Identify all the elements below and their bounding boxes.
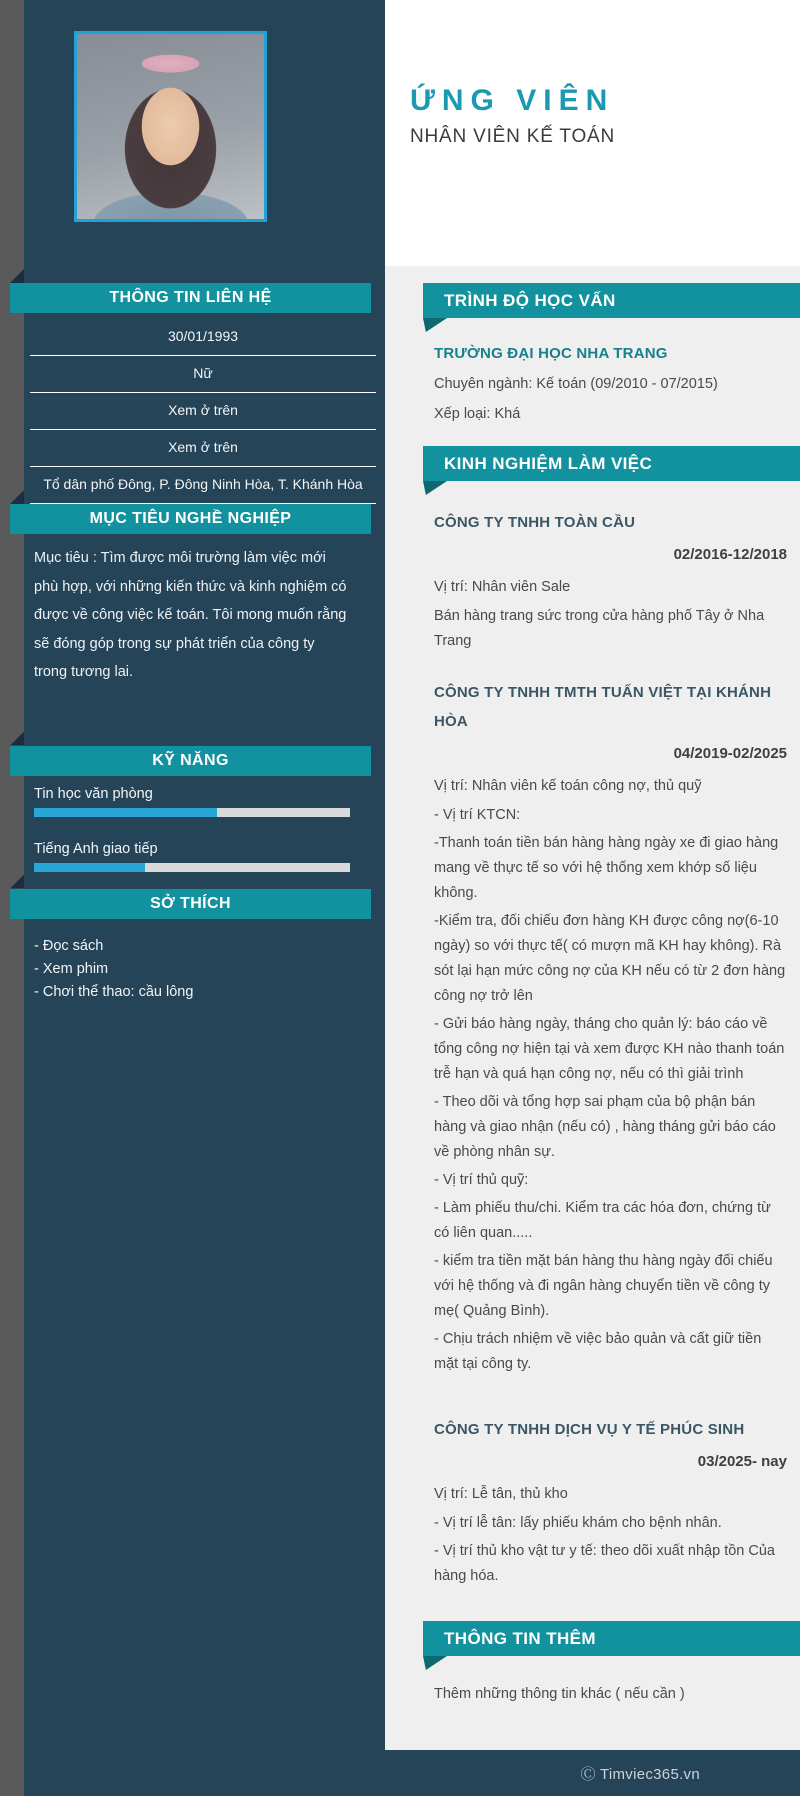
experience-section-header xyxy=(423,446,800,481)
experience-heading: KINH NGHIỆM LÀM VIỆC xyxy=(444,453,653,473)
ribbon-fold xyxy=(423,318,447,332)
objective-section-header xyxy=(10,504,371,534)
job-detail-line: -Thanh toán tiền bán hàng hàng ngày xe đi giao hàng mang về thực tế so với hệ thống xem khớp số liệu không. xyxy=(434,835,779,901)
hobbies-heading: SỞ THÍCH xyxy=(150,894,231,912)
education-heading: TRÌNH ĐỘ HỌC VẤN xyxy=(444,290,616,310)
employment-period: 03/2025- nay xyxy=(697,1453,787,1470)
hobby-list xyxy=(34,935,365,1004)
hobby-item: - Xem phim xyxy=(34,960,109,977)
candidate-photo xyxy=(74,31,267,222)
experience-entry xyxy=(434,508,787,654)
skill-progress-track xyxy=(34,863,350,872)
hobby-item: - Đọc sách xyxy=(34,937,104,954)
job-detail-line: - Vị trí KTCN: xyxy=(434,807,521,823)
hobbies-section-header xyxy=(10,889,371,919)
education-major: Chuyên ngành: Kế toán (09/2010 - 07/2015) xyxy=(434,376,718,392)
additional-info-note: Thêm những thông tin khác ( nếu cần ) xyxy=(434,1686,685,1702)
experience-entry xyxy=(434,1415,787,1589)
job-detail-line: Bán hàng trang sức trong cửa hàng phố Tây ở Nha Trang xyxy=(434,608,765,649)
employment-period: 02/2016-12/2018 xyxy=(673,546,787,563)
spacer xyxy=(24,872,385,889)
objective-heading: MỤC TIÊU NGHỀ NGHIỆP xyxy=(89,510,292,527)
skill-progress-fill xyxy=(34,808,217,817)
job-details xyxy=(434,1511,787,1589)
skill-progress-track xyxy=(34,808,350,817)
contact-section-header xyxy=(10,283,371,313)
education-grade: Xếp loại: Khá xyxy=(434,406,521,422)
skill-progress-fill xyxy=(34,863,145,872)
company-name: CÔNG TY TNHH DỊCH VỤ Y TẾ PHÚC SINH xyxy=(434,1421,745,1438)
contact-item-address: Tổ dân phố Đông, P. Đông Ninh Hòa, T. Khánh Hòa xyxy=(30,467,376,504)
job-position: Vị trí: Nhân viên kế toán công nợ, thủ quỹ xyxy=(434,778,702,794)
job-detail-line: - Theo dõi và tổng hợp sai phạm của bộ phận bán hàng và giao nhận (nếu có) , hàng tháng gửi báo cáo về phòng nhân sự. xyxy=(434,1094,776,1160)
company-name: CÔNG TY TNHH TOÀN CẦU xyxy=(434,514,636,531)
job-detail-line: - Vị trí thủ quỹ: xyxy=(434,1172,529,1188)
job-details xyxy=(434,803,787,1377)
skill-item xyxy=(34,786,350,817)
sidebar xyxy=(24,0,385,1750)
spacer xyxy=(24,687,385,746)
job-detail-line: - Vị trí thủ kho vật tư y tế: theo dõi xuất nhập tồn Của hàng hóa. xyxy=(434,1543,775,1584)
skill-label: Tiếng Anh giao tiếp xyxy=(34,840,158,857)
page-title: ỨNG VIÊN xyxy=(410,84,615,117)
job-detail-line: - kiểm tra tiền mặt bán hàng thu hàng ngày đối chiếu với hệ thống và đi ngân hàng chuyển tiền về công ty mẹ( Quảng Bình). xyxy=(434,1253,773,1319)
job-detail-line: - Vị trí lễ tân: lấy phiếu khám cho bệnh nhân. xyxy=(434,1515,722,1531)
contact-heading: THÔNG TIN LIÊN HỆ xyxy=(109,289,272,306)
education-section-header xyxy=(423,283,800,318)
job-detail-line: - Làm phiếu thu/chi. Kiểm tra các hóa đơn, chứng từ có liên quan..... xyxy=(434,1200,771,1241)
school-name: TRƯỜNG ĐẠI HỌC NHA TRANG xyxy=(434,345,668,362)
experience-entry xyxy=(434,678,787,1377)
company-name: CÔNG TY TNHH TMTH TUẤN VIỆT TẠI KHÁNH HÒA xyxy=(434,684,772,730)
page-subtitle: NHÂN VIÊN KẾ TOÁN xyxy=(410,126,616,147)
skills-heading: KỸ NĂNG xyxy=(152,751,229,769)
main-body xyxy=(385,266,800,1750)
additional-info-section-header xyxy=(423,1621,800,1656)
skills-section-header xyxy=(10,746,371,776)
cv-header xyxy=(385,0,800,266)
contact-item-gender: Nữ xyxy=(30,356,376,393)
job-detail-line: -Kiểm tra, đối chiếu đơn hàng KH được công nợ(6-10 ngày) so với thực tế( có mượn mã KH hay không). Rà sót lại hạn mức công nợ của KH nếu có từ 2 đơn hàng công nợ trở lên xyxy=(434,913,786,1004)
job-details xyxy=(434,604,787,654)
employment-period: 04/2019-02/2025 xyxy=(673,745,787,762)
job-detail-line: - Chịu trách nhiệm về việc bảo quản và cất giữ tiền mặt tại công ty. xyxy=(434,1331,762,1372)
site-credit: Ⓒ Timviec365.vn xyxy=(580,1765,700,1783)
contact-item-birthdate: 30/01/1993 xyxy=(30,319,376,356)
footer xyxy=(24,1750,800,1796)
job-detail-line: - Gửi báo hàng ngày, tháng cho quản lý: báo cáo về tổng công nợ hiện tại và xem được KH nào thanh toán trễ hạn và quá hạn công nợ, nếu có thì giải trình xyxy=(434,1016,785,1082)
main-column xyxy=(385,0,800,1750)
skill-item xyxy=(34,841,350,872)
contact-item-phone: Xem ở trên xyxy=(30,393,376,430)
spacer xyxy=(24,222,385,283)
job-position: Vị trí: Nhân viên Sale xyxy=(434,579,571,595)
skill-label: Tin học văn phòng xyxy=(34,785,153,802)
job-position: Vị trí: Lễ tân, thủ kho xyxy=(434,1486,568,1502)
contact-item-email: Xem ở trên xyxy=(30,430,376,467)
hobby-item: - Chơi thể thao: cầu lông xyxy=(34,983,194,1000)
contact-list xyxy=(30,319,376,504)
ribbon-fold xyxy=(423,1656,447,1670)
ribbon-fold xyxy=(423,481,447,495)
objective-text: Mục tiêu : Tìm được môi trường làm việc mới phù hợp, với những kiến thức và kinh nghiệm có được về công việc kế toán. Tôi mong muốn rằng sẽ đóng góp trong sự phát triển của công ty trong tương lai. xyxy=(34,550,347,680)
additional-info-heading: THÔNG TIN THÊM xyxy=(444,1628,596,1648)
